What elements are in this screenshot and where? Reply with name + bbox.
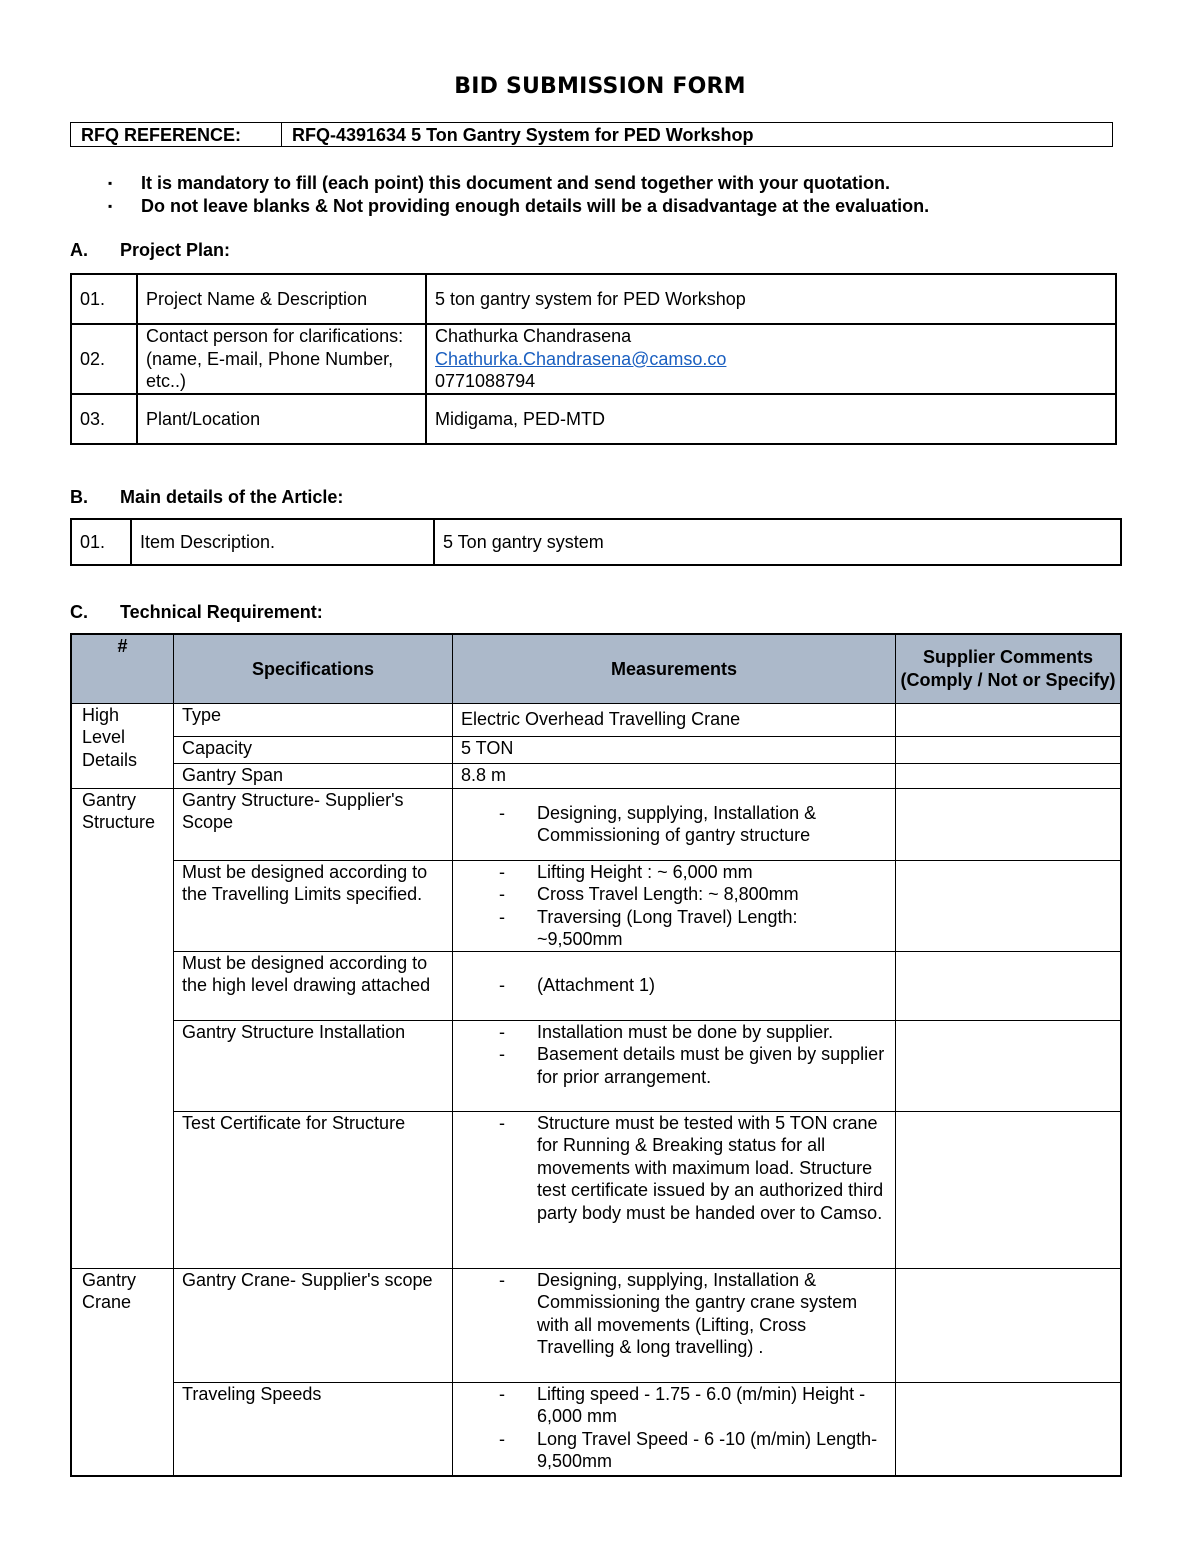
supplier-comment-cell[interactable] bbox=[896, 736, 1122, 763]
spec-cell: Type bbox=[174, 703, 453, 736]
supplier-comment-cell[interactable] bbox=[896, 860, 1122, 951]
supplier-comment-cell[interactable] bbox=[896, 1268, 1122, 1382]
measurement-item: Basement details must be given by supplier for prior arrangement. bbox=[537, 1044, 885, 1087]
contact-name: Chathurka Chandrasena bbox=[435, 326, 632, 347]
measurement-item: (Attachment 1) bbox=[537, 975, 656, 996]
spec-cell: Must be designed according to the Travelling Limits specified. bbox=[174, 860, 453, 951]
measurement-cell bbox=[453, 860, 896, 951]
measurement-cell bbox=[453, 951, 896, 1020]
row-number: 01. bbox=[71, 519, 131, 565]
supplier-comment-cell[interactable] bbox=[896, 1020, 1122, 1111]
table-row bbox=[71, 1268, 1121, 1382]
dash-marker: - bbox=[499, 1383, 505, 1404]
contact-cell bbox=[426, 324, 1116, 394]
dash-marker: - bbox=[499, 1112, 505, 1133]
measurement-cell: 5 TON bbox=[453, 736, 896, 763]
measurement-item: Cross Travel Length: ~ 8,800mm bbox=[537, 884, 799, 904]
measurement-item: Designing, supplying, Installation & Commissioning of gantry structure bbox=[537, 802, 817, 845]
table-row bbox=[71, 951, 1121, 1020]
section-title: Main details of the Article: bbox=[120, 487, 344, 507]
rfq-label: RFQ REFERENCE: bbox=[71, 123, 282, 147]
article-table bbox=[70, 518, 1122, 566]
section-c-heading bbox=[70, 602, 323, 623]
header-measurements: Measurements bbox=[453, 634, 896, 703]
technical-requirement-table bbox=[70, 633, 1122, 1477]
table-header-row bbox=[71, 634, 1121, 703]
spec-cell: Gantry Crane- Supplier's scope bbox=[174, 1268, 453, 1382]
section-letter: A. bbox=[70, 240, 88, 260]
row-number: 02. bbox=[71, 324, 137, 394]
measurement-item: Structure must be tested with 5 TON crane for Running & Breaking status for all movements with maximum load. Structure test certificate issued by an authorized third party body must be handed over to Camso. bbox=[537, 1112, 884, 1223]
measurement-item: Lifting speed - 1.75 - 6.0 (m/min) Height - 6,000 mm bbox=[537, 1383, 866, 1426]
row-value: 5 ton gantry system for PED Workshop bbox=[426, 274, 1116, 324]
page-title: BID SUBMISSION FORM bbox=[454, 74, 746, 99]
note-2: Do not leave blanks & Not providing enough details will be a disadvantage at the evaluation. bbox=[141, 196, 930, 216]
measurement-cell bbox=[453, 1382, 896, 1476]
measurement-item: Installation must be done by supplier. bbox=[537, 1021, 834, 1042]
supplier-comment-cell[interactable] bbox=[896, 1111, 1122, 1268]
header-specifications: Specifications bbox=[174, 634, 453, 703]
table-row bbox=[71, 860, 1121, 951]
header-supplier-comments: Supplier Comments (Comply / Not or Specify) bbox=[896, 634, 1122, 703]
measurement-cell bbox=[453, 788, 896, 860]
spec-cell: Test Certificate for Structure bbox=[174, 1111, 453, 1268]
bullet-icon: ▪ bbox=[108, 199, 113, 213]
table-row bbox=[71, 788, 1121, 860]
rfq-value: RFQ-4391634 5 Ton Gantry System for PED Workshop bbox=[282, 123, 1113, 147]
dash-marker: - bbox=[499, 1269, 505, 1290]
dash-marker: - bbox=[499, 802, 505, 823]
table-row bbox=[71, 324, 1116, 394]
measurement-item: Traversing (Long Travel) Length: ~9,500mm bbox=[537, 906, 798, 949]
measurement-item: Long Travel Speed - 6 -10 (m/min) Length- 9,500mm bbox=[537, 1428, 878, 1471]
row-number: 03. bbox=[71, 394, 137, 444]
contact-phone: 0771088794 bbox=[435, 371, 536, 392]
table-row bbox=[71, 274, 1116, 324]
measurement-item: Designing, supplying, Installation & Commissioning the gantry crane system with all movements (Lifting, Cross Travelling & long travelling) . bbox=[537, 1269, 858, 1357]
dash-marker: - bbox=[499, 1428, 505, 1449]
instruction-notes bbox=[108, 172, 929, 218]
dash-marker: - bbox=[499, 1044, 505, 1064]
row-number: 01. bbox=[71, 274, 137, 324]
measurement-cell bbox=[453, 1020, 896, 1111]
row-label: Contact person for clarifications: (name, E-mail, Phone Number, etc..) bbox=[137, 324, 426, 394]
measurement-cell: 8.8 m bbox=[453, 763, 896, 788]
row-label: Plant/Location bbox=[137, 394, 426, 444]
note-1: It is mandatory to fill (each point) this document and send together with your quotation. bbox=[141, 173, 891, 193]
section-title: Technical Requirement: bbox=[120, 602, 323, 622]
measurement-cell bbox=[453, 1111, 896, 1268]
table-row bbox=[71, 1020, 1121, 1111]
row-value: Midigama, PED-MTD bbox=[426, 394, 1116, 444]
measurement-cell: Electric Overhead Travelling Crane bbox=[453, 703, 896, 736]
dash-marker: - bbox=[499, 884, 505, 904]
supplier-comment-cell[interactable] bbox=[896, 1382, 1122, 1476]
measurement-item: Lifting Height : ~ 6,000 mm bbox=[537, 861, 753, 882]
table-row bbox=[71, 1111, 1121, 1268]
dash-marker: - bbox=[499, 1021, 505, 1042]
supplier-comment-cell[interactable] bbox=[896, 703, 1122, 736]
project-plan-table bbox=[70, 273, 1117, 445]
row-label: Item Description. bbox=[131, 519, 434, 565]
measurement-cell bbox=[453, 1268, 896, 1382]
header-number: # bbox=[71, 634, 174, 703]
row-label: Project Name & Description bbox=[137, 274, 426, 324]
dash-marker: - bbox=[499, 906, 505, 927]
section-letter: B. bbox=[70, 487, 88, 507]
supplier-comment-cell[interactable] bbox=[896, 788, 1122, 860]
dash-marker: - bbox=[499, 975, 505, 996]
contact-email-link[interactable]: Chathurka.Chandrasena@camso.co bbox=[435, 348, 727, 369]
table-row bbox=[71, 1382, 1121, 1476]
table-row bbox=[71, 736, 1121, 763]
table-row bbox=[71, 703, 1121, 736]
dash-marker: - bbox=[499, 861, 505, 882]
section-letter: C. bbox=[70, 602, 88, 622]
spec-cell: Gantry Span bbox=[174, 763, 453, 788]
spec-cell: Gantry Structure- Supplier's Scope bbox=[174, 788, 453, 860]
supplier-comment-cell[interactable] bbox=[896, 763, 1122, 788]
section-a-heading bbox=[70, 240, 230, 261]
spec-cell: Traveling Speeds bbox=[174, 1382, 453, 1476]
group-label: Gantry Structure bbox=[71, 788, 174, 1268]
table-row bbox=[71, 394, 1116, 444]
section-title: Project Plan: bbox=[120, 240, 231, 260]
row-value: 5 Ton gantry system bbox=[434, 519, 1121, 565]
group-label: High Level Details bbox=[71, 703, 174, 788]
group-label: Gantry Crane bbox=[71, 1268, 174, 1476]
bullet-icon: ▪ bbox=[108, 176, 113, 190]
spec-cell: Must be designed according to the high level drawing attached bbox=[174, 951, 453, 1020]
section-b-heading bbox=[70, 487, 343, 508]
rfq-reference-table bbox=[70, 122, 1113, 147]
table-row bbox=[71, 763, 1121, 788]
spec-cell: Gantry Structure Installation bbox=[174, 1020, 453, 1111]
supplier-comment-cell[interactable] bbox=[896, 951, 1122, 1020]
spec-cell: Capacity bbox=[174, 736, 453, 763]
table-row bbox=[71, 519, 1121, 565]
